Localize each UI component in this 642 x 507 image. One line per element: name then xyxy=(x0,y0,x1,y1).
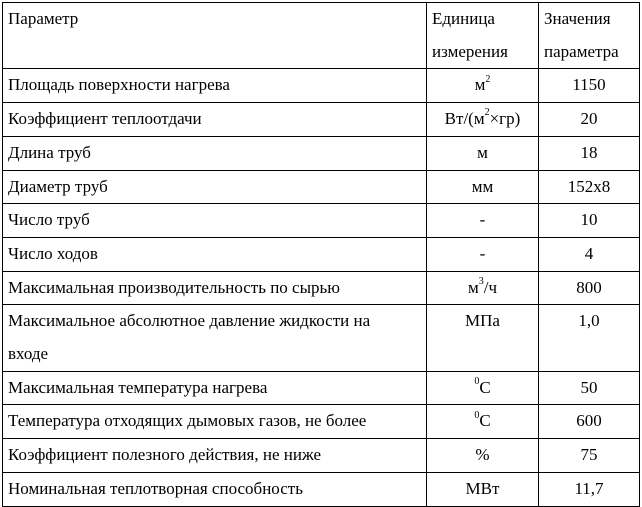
table-row xyxy=(3,472,640,506)
unit-cell: мм xyxy=(427,170,539,204)
unit-cell: - xyxy=(427,237,539,271)
value-cell: 800 xyxy=(539,271,640,305)
table-row xyxy=(3,204,640,238)
value-cell: 4 xyxy=(539,237,640,271)
unit-cell: м xyxy=(427,136,539,170)
unit-cell: - xyxy=(427,204,539,238)
table-row xyxy=(3,69,640,103)
table-row xyxy=(3,405,640,439)
param-cell: Число ходов xyxy=(3,237,427,271)
param-cell: Коэффициент теплоотдачи xyxy=(3,103,427,137)
param-cell: Температура отходящих дымовых газов, не более xyxy=(3,405,427,439)
header-unit: Единица измерения xyxy=(427,3,539,69)
unit-cell: $м^3/ч$ xyxy=(427,271,539,305)
value-cell: 20 xyxy=(539,103,640,137)
value-cell: 75 xyxy=(539,439,640,473)
param-cell: Число труб xyxy=(3,204,427,238)
value-cell: 50 xyxy=(539,371,640,405)
table-row xyxy=(3,371,640,405)
table-row xyxy=(3,103,640,137)
unit-cell: $Вт/(м^2\times гр)$ xyxy=(427,103,539,137)
table-row xyxy=(3,439,640,473)
param-cell: Максимальная температура нагрева xyxy=(3,371,427,405)
value-cell: 152х8 xyxy=(539,170,640,204)
table-row xyxy=(3,305,640,371)
value-cell: 10 xyxy=(539,204,640,238)
param-cell: Площадь поверхности нагрева xyxy=(3,69,427,103)
param-cell: Длина труб xyxy=(3,136,427,170)
unit-cell: МВт xyxy=(427,472,539,506)
value-cell: 600 xyxy=(539,405,640,439)
table-row xyxy=(3,136,640,170)
param-cell: Коэффициент полезного действия, не ниже xyxy=(3,439,427,473)
header-value: Значения параметра xyxy=(539,3,640,69)
unit-cell: $м^2$ xyxy=(427,69,539,103)
unit-cell: $^0$С xyxy=(427,371,539,405)
unit-cell: % xyxy=(427,439,539,473)
param-cell: Максимальное абсолютное давление жидкости на входе xyxy=(3,305,427,371)
parameters-table xyxy=(2,2,640,507)
table-row xyxy=(3,271,640,305)
header-row xyxy=(3,3,640,69)
param-cell: Диаметр труб xyxy=(3,170,427,204)
value-cell: 1,0 xyxy=(539,305,640,371)
value-cell: 18 xyxy=(539,136,640,170)
unit-cell: $^0$С xyxy=(427,405,539,439)
table-row xyxy=(3,237,640,271)
header-parameter: Параметр xyxy=(3,3,427,69)
table-row xyxy=(3,170,640,204)
value-cell: 1150 xyxy=(539,69,640,103)
param-cell: Номинальная теплотворная способность xyxy=(3,472,427,506)
param-cell: Максимальная производительность по сырью xyxy=(3,271,427,305)
value-cell: 11,7 xyxy=(539,472,640,506)
unit-cell: МПа xyxy=(427,305,539,371)
